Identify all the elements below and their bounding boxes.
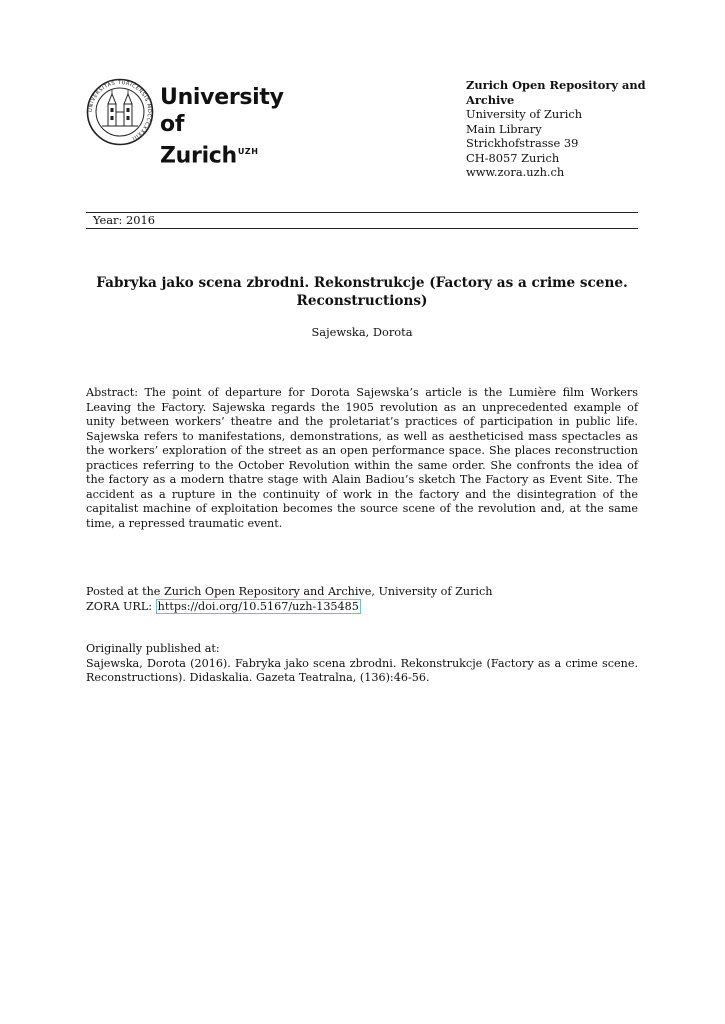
paper-author: Sajewska, Dorota bbox=[311, 325, 413, 339]
zora-url-link[interactable]: https://doi.org/10.5167/uzh-135485 bbox=[157, 599, 359, 613]
publication-year: Year: 2016 bbox=[93, 213, 155, 227]
university-name-line2: Zurich bbox=[160, 143, 237, 169]
address-line: Main Library bbox=[466, 121, 542, 136]
repository-heading: Zurich Open Repository and Archive bbox=[466, 78, 646, 107]
university-name bbox=[160, 84, 310, 169]
original-publication bbox=[86, 642, 638, 686]
year-bottom-rule bbox=[86, 228, 638, 229]
repository-address bbox=[466, 78, 666, 180]
year-top-rule bbox=[86, 212, 638, 213]
website-link[interactable]: www.zora.uzh.ch bbox=[466, 165, 565, 179]
address-line: University of Zurich bbox=[466, 107, 583, 121]
seal-text: UNIVERSITAS TURICENSIS MDCCCXXXIII bbox=[87, 79, 153, 142]
address-line: CH-8057 Zurich bbox=[466, 150, 560, 165]
posted-info bbox=[86, 585, 638, 614]
abstract-text: Abstract: The point of departure for Dorota Sajewska’s article is the Lumière film Workers Leaving the Factory. Sajewska regards the 1905 revolution as an unprecedented example of unity between workers’ theatre and the proletariat’s practices of participation in public life. Sajewska refers to manifestations, demonstrations, as well as aestheticised mass spectacles as the workers’ exploration of the street as an open performance space. She places reconstruction practices referring to the October Revolution within the same order. She confronts the idea of the factory as a modern thatre stage with Alain Badiou’s sketch The Factory as Event Site. The accident as a rupture in the continuity of work in the factory and the disintegration of the capitalist machine of exploitation becomes the source scene of the revolution and, at the same time, a repressed traumatic event. bbox=[86, 386, 638, 530]
university-logo bbox=[86, 78, 301, 169]
posted-line: Posted at the Zurich Open Repository and Archive, University of Zurich bbox=[86, 585, 493, 598]
zora-url-label: ZORA URL: bbox=[86, 599, 153, 613]
original-citation: Sajewska, Dorota (2016). Fabryka jako scena zbrodni. Rekonstrukcje (Factory as a crime scene. Reconstructions). Didaskalia. Gazeta Teatralna, (136):46-56. bbox=[86, 656, 638, 684]
university-name-line1: University of bbox=[160, 85, 284, 137]
original-heading: Originally published at: bbox=[86, 642, 220, 655]
university-seal-icon bbox=[86, 78, 154, 146]
uzh-superscript: UZH bbox=[237, 147, 259, 156]
paper-title: Fabryka jako scena zbrodni. Rekonstrukcje (Factory as a crime scene. Reconstructions) bbox=[96, 275, 628, 309]
address-line: Strickhofstrasse 39 bbox=[466, 136, 579, 150]
